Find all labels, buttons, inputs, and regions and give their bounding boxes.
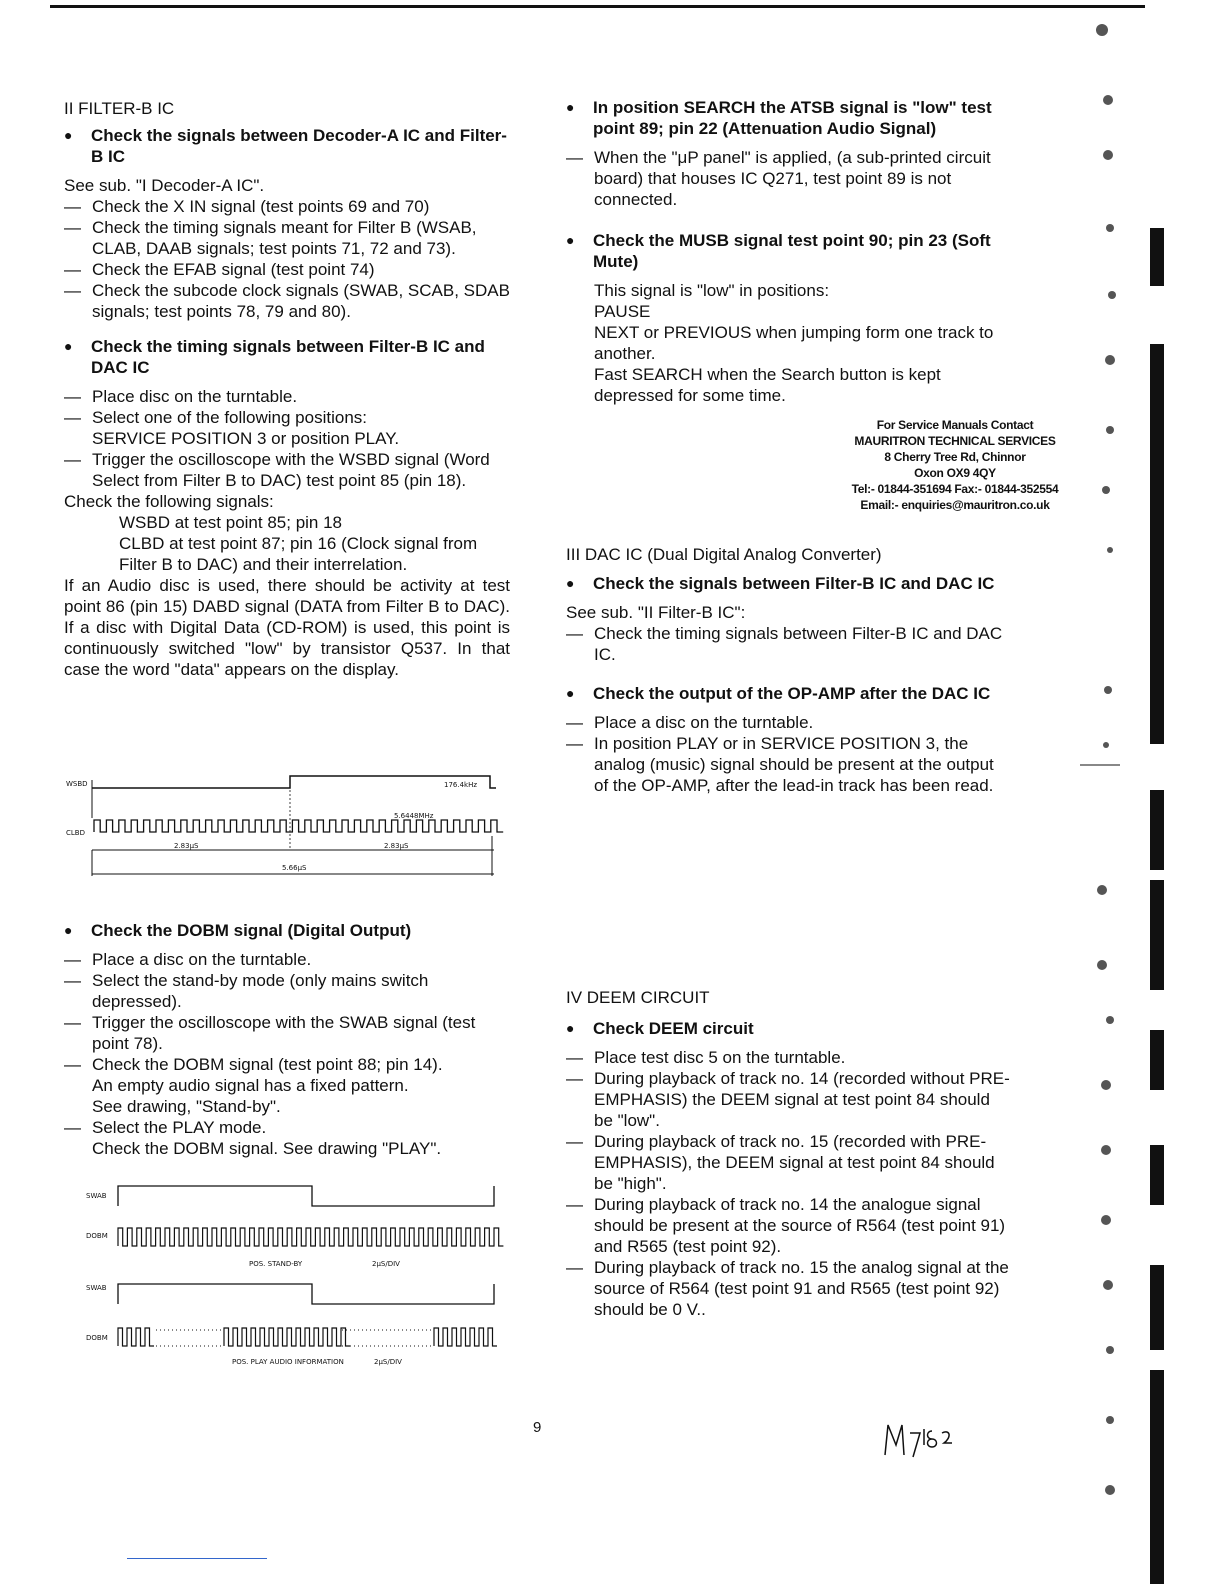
bullet-heading: ● Check the signals between Decoder-A IC and Filter-B IC xyxy=(64,126,507,166)
page-number: 9 xyxy=(533,1419,542,1436)
period-label-3: 5.66μS xyxy=(282,864,307,872)
scale-label-2: 2μS/DIV xyxy=(374,1358,402,1366)
dash-item: — When the "μP panel" is applied, (a sub-printed circuit board) that houses IC Q271, test point 89 is not connected. xyxy=(566,148,991,209)
clbd-label: CLBD xyxy=(66,829,85,837)
dash-item: — Check the timing signals between Filter-B IC and DAC IC. xyxy=(566,624,1003,664)
dash-item: — During playback of track no. 15 (recorded with PRE-EMPHASIS), the DEEM signal at test point 84 should be "high". xyxy=(566,1132,995,1193)
scale-label-1: 2μS/DIV xyxy=(372,1260,400,1268)
top-rule xyxy=(50,5,1145,8)
paragraph: If an Audio disc is used, there should be activity at test point 86 (pin 15) DABD signal (DATA from Filter B to DAC). If a disc with Digital Data (CD-ROM) is used, this point is continuously switched "low" by transistor Q537. In that case the word "data" appears on the display. xyxy=(64,576,510,679)
dash-item: — Check the EFAB signal (test point 74) xyxy=(64,260,375,279)
caption-standby: POS. STAND-BY xyxy=(249,1260,303,1268)
period-label-1: 2.83μS xyxy=(174,842,199,850)
swab-label-1: SWAB xyxy=(86,1192,107,1200)
paragraph: Check the following signals: xyxy=(64,492,274,511)
dash-item: — Trigger the oscilloscope with the SWAB signal (test point 78). xyxy=(64,1013,476,1053)
indented-line: NEXT or PREVIOUS when jumping form one track to another. xyxy=(594,323,994,363)
wsbd-label: WSBD xyxy=(66,780,88,788)
dash-item: — Place a disc on the turntable. xyxy=(64,950,312,969)
bullet-heading: ● In position SEARCH the ATSB signal is "low" test point 89; pin 22 (Attenuation Audio Signal) xyxy=(566,98,992,138)
dash-item: — Check the timing signals meant for Filter B (WSAB, CLAB, DAAB signals; test points 71, 72 and 73). xyxy=(64,218,477,258)
left-column-lower xyxy=(64,920,510,1159)
underline-decoration xyxy=(127,1558,267,1559)
section-heading-dac: III DAC IC (Dual Digital Analog Converter) xyxy=(566,545,882,564)
bullet-heading: ● Check the signals between Filter-B IC and DAC IC xyxy=(566,574,995,593)
bullet-heading: ● Check the DOBM signal (Digital Output) xyxy=(64,921,412,940)
dash-item: — Place a disc on the turntable. xyxy=(566,713,814,732)
bullet-heading: ● Check the timing signals between Filter-B IC and DAC IC xyxy=(64,337,485,377)
indented-line: CLBD at test point 87; pin 16 (Clock signal from Filter B to DAC) and their interrelation. xyxy=(119,534,478,574)
freq-label-2: 5.6448MHz xyxy=(394,812,434,820)
left-column xyxy=(64,98,510,680)
dash-item: — Check the DOBM signal (test point 88; pin 14). An empty audio signal has a fixed pattern. See drawing, "Stand-by". xyxy=(64,1055,443,1116)
indented-line: WSBD at test point 85; pin 18 xyxy=(119,513,343,532)
period-label-2: 2.83μS xyxy=(384,842,409,850)
freq-label-1: 176.4kHz xyxy=(444,781,478,789)
section-heading-filter-b: II FILTER-B IC xyxy=(64,99,175,118)
caption-play: POS. PLAY AUDIO INFORMATION xyxy=(232,1358,344,1366)
dash-item: — In position PLAY or in SERVICE POSITION 3, the analog (music) signal should be present at the output of the OP-AMP, after the lead-in track has been read. xyxy=(566,734,994,795)
handwritten-signature xyxy=(880,1415,980,1465)
indented-line: This signal is "low" in positions: xyxy=(594,281,830,300)
dash-item: — During playback of track no. 15 the analog signal at the source of R564 (test point 91 and R565 (test point 92) should be 0 V.. xyxy=(566,1258,1009,1319)
right-column-lower xyxy=(566,544,1010,796)
dobm-label-1: DOBM xyxy=(86,1232,108,1240)
dobm-label-2: DOBM xyxy=(86,1334,108,1342)
dash-item: — Trigger the oscilloscope with the WSBD signal (Word Select from Filter B to DAC) test point 85 (pin 18). xyxy=(64,450,490,490)
timing-diagram-dobm xyxy=(84,1180,514,1380)
dash-item: — Select the PLAY mode. Check the DOBM signal. See drawing "PLAY". xyxy=(64,1118,442,1158)
section-heading-deem: IV DEEM CIRCUIT xyxy=(566,988,710,1007)
dash-item: — Check the subcode clock signals (SWAB, SCAB, SDAB signals; test points 78, 79 and 80). xyxy=(64,281,510,321)
swab-label-2: SWAB xyxy=(86,1284,107,1292)
scan-margin-artifacts xyxy=(1080,0,1224,1584)
dash-item: — Select one of the following positions: SERVICE POSITION 3 or position PLAY. xyxy=(64,408,400,448)
paragraph: See sub. "I Decoder-A IC". xyxy=(64,176,265,195)
bullet-heading: ● Check DEEM circuit xyxy=(566,1019,754,1038)
service-contact-stamp: For Service Manuals Contact MAURITRON TECHNICAL SERVICES 8 Cherry Tree Rd, Chinnor Oxon OX9 4QY Tel:- 01844-351694 Fax:- 01844-352554 Email:- enquiries@mauritron.co.uk xyxy=(851,418,1059,512)
dash-item: — Check the X IN signal (test points 69 and 70) xyxy=(64,197,430,216)
indented-line: PAUSE xyxy=(594,302,651,321)
dash-item: — Place disc on the turntable. xyxy=(64,387,298,406)
indented-line: Fast SEARCH when the Search button is kept depressed for some time. xyxy=(594,365,941,405)
timing-diagram-wsbd-clbd xyxy=(64,770,510,880)
dash-item: — Select the stand-by mode (only mains switch depressed). xyxy=(64,971,429,1011)
dash-item: — During playback of track no. 14 (recorded without PRE-EMPHASIS) the DEEM signal at test point 84 should be "low". xyxy=(566,1069,1010,1130)
right-column-deem xyxy=(566,987,1010,1320)
right-column xyxy=(566,97,1010,406)
bullet-heading: ● Check the MUSB signal test point 90; pin 23 (Soft Mute) xyxy=(566,231,991,271)
dash-item: — During playback of track no. 14 the analogue signal should be present at the source of R564 (test point 91) and R565 (test point 92). xyxy=(566,1195,1006,1256)
paragraph: See sub. "II Filter-B IC": xyxy=(566,603,746,622)
bullet-heading: ● Check the output of the OP-AMP after the DAC IC xyxy=(566,684,991,703)
dash-item: — Place test disc 5 on the turntable. xyxy=(566,1048,846,1067)
